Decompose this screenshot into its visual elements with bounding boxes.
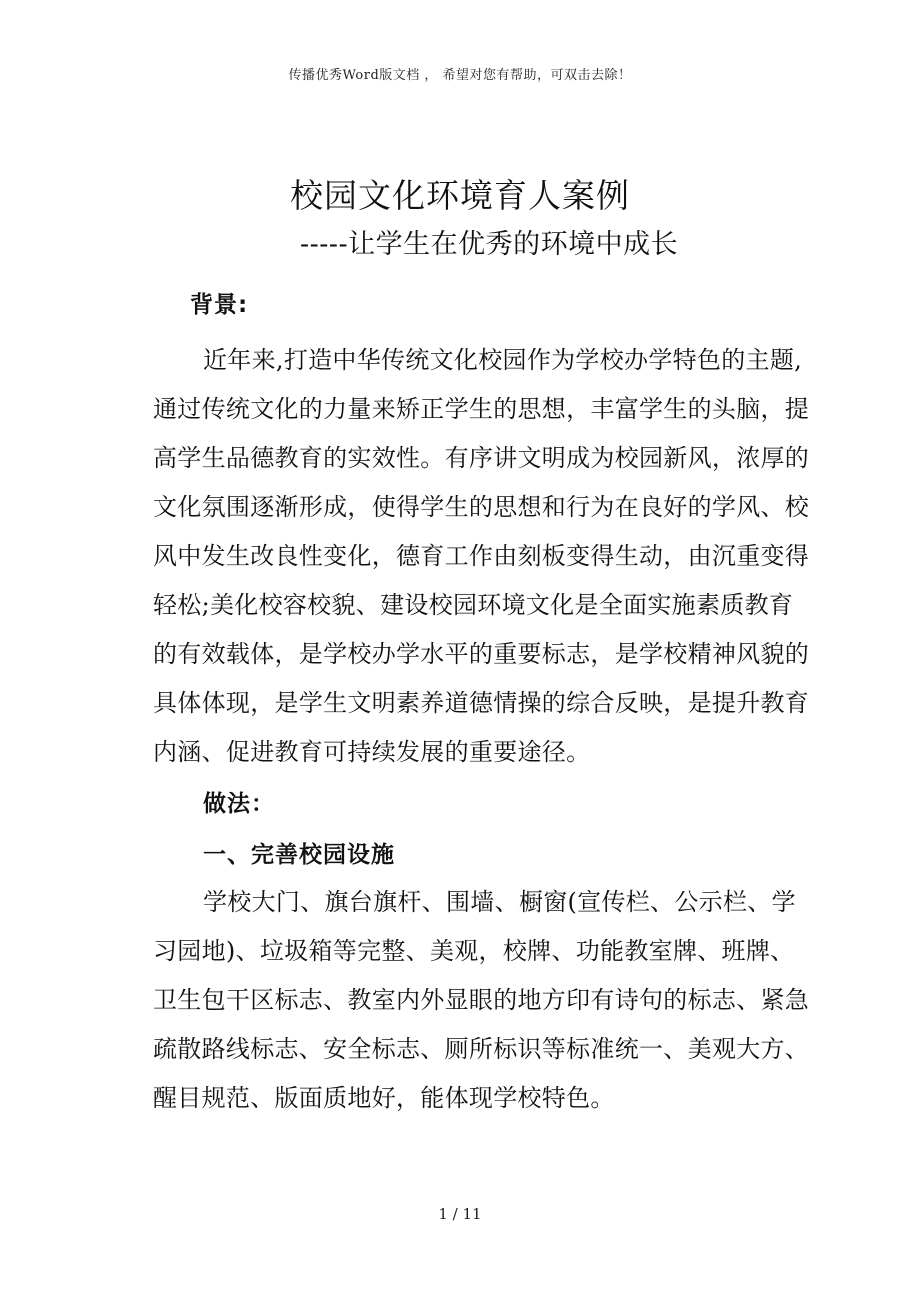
paragraph-line: 卫生包干区标志、教室内外显眼的地方印有诗句的标志、紧急	[153, 986, 810, 1014]
paragraph-line: 具体体现，是学生文明素养道德情操的综合反映，是提升教育	[153, 689, 810, 717]
paragraph-line: 学校大门、旗台旗杆、围墙、橱窗(宣传栏、公示栏、学	[203, 888, 796, 916]
paragraph-line: 的有效载体，是学校办学水平的重要标志，是学校精神风貌的	[153, 640, 810, 668]
paragraph-line: 风中发生改良性变化，德育工作由刻板变得生动，由沉重变得	[153, 542, 810, 570]
paragraph-line: 醒目规范、版面质地好，能体现学校特色。	[153, 1084, 615, 1112]
section-1-heading: 一、完善校园设施	[203, 842, 395, 868]
paragraph-line: 近年来,打造中华传统文化校园作为学校办学特色的主题,	[203, 346, 803, 374]
paragraph-line: 习园地)、垃圾箱等完整、美观，校牌、功能教室牌、班牌、	[153, 937, 795, 965]
section-1-paragraph	[153, 878, 817, 1123]
paragraph-line: 内涵、促进教育可持续发展的重要途径。	[153, 738, 591, 766]
paragraph-line: 文化氛围逐渐形成，使得学生的思想和行为在良好的学风、校	[153, 493, 810, 521]
paragraph-line: 通过传统文化的力量来矫正学生的思想，丰富学生的头脑，提	[153, 395, 810, 423]
paragraph-line: 轻松;美化校容校貌、建设校园环境文化是全面实施素质教育	[153, 591, 794, 619]
header-note: 传播优秀Word版文档 ， 希望对您有帮助，可双击去除！	[288, 68, 632, 83]
page-number: 1 / 11	[438, 1205, 482, 1223]
document-subtitle: -----让学生在优秀的环境中成长	[300, 229, 679, 260]
document-title: 校园文化环境育人案例	[290, 176, 630, 215]
paragraph-line: 高学生品德教育的实效性。有序讲文明成为校园新风，浓厚的	[153, 444, 810, 472]
method-heading: 做法：	[203, 791, 275, 817]
paragraph-line: 疏散路线标志、安全标志、厕所标识等标准统一、美观大方、	[153, 1035, 810, 1063]
background-paragraph	[153, 336, 817, 777]
background-heading: 背景:	[190, 292, 249, 318]
